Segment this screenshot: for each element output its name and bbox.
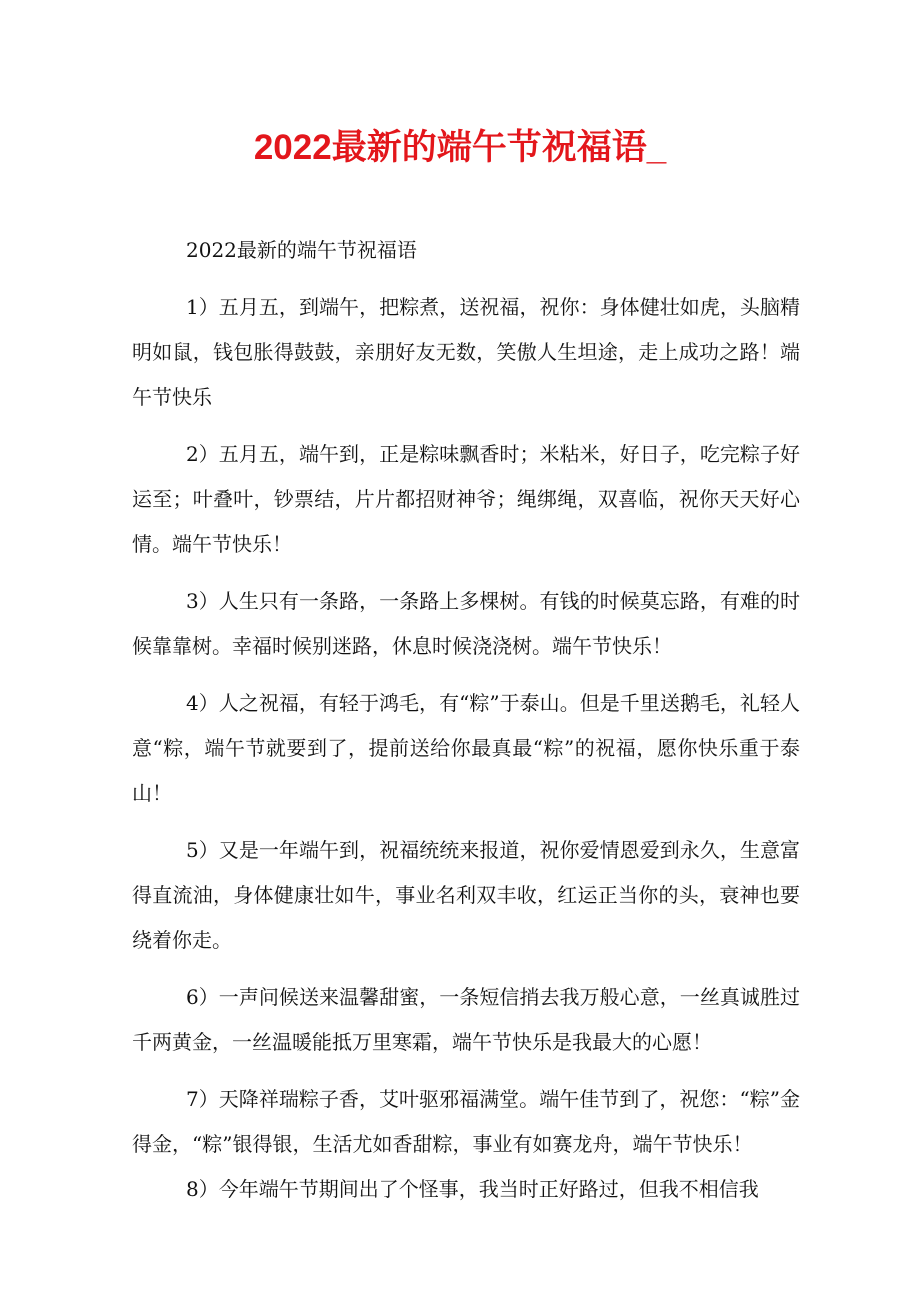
document-body <box>132 228 800 1212</box>
blessing-paragraph-5: 5）又是一年端午到，祝福统统来报道，祝你爱情恩爱到永久，生意富得直流油，身体健康壮如牛，事业名利双丰收，红运正当你的头，衰神也要绕着你走。 <box>132 838 800 952</box>
blessing-paragraph-4: 4）人之祝福，有轻于鸿毛，有“粽”于泰山。但是千里送鹅毛，礼轻人意“粽，端午节就要到了，提前送给你最真最“粽”的祝福，愿你快乐重于泰山！ <box>132 691 800 805</box>
blessing-paragraph-2: 2）五月五，端午到，正是粽味飘香时；米粘米，好日子，吃完粽子好运至；叶叠叶，钞票结，片片都招财神爷；绳绑绳，双喜临，祝你天天好心情。端午节快乐！ <box>132 442 800 556</box>
blessing-paragraph-7: 7）天降祥瑞粽子香，艾叶驱邪福满堂。端午佳节到了，祝您：“粽”金得金，“粽”银得银，生活尤如香甜粽，事业有如赛龙舟，端午节快乐！ <box>132 1087 800 1156</box>
blessing-paragraph-3: 3）人生只有一条路，一条路上多棵树。有钱的时候莫忘路，有难的时候靠靠树。幸福时候别迷路，休息时候浇浇树。端午节快乐！ <box>132 589 800 658</box>
blessing-paragraph-1: 1）五月五，到端午，把粽煮，送祝福，祝你：身体健壮如虎，头脑精明如鼠，钱包胀得鼓鼓，亲朋好友无数，笑傲人生坦途，走上成功之路！端午节快乐 <box>132 295 800 409</box>
page-title: 2022最新的端午节祝福语_ <box>253 128 667 167</box>
subtitle-paragraph: 2022最新的端午节祝福语 <box>186 238 417 262</box>
blessing-paragraph-6: 6）一声问候送来温馨甜蜜，一条短信捎去我万般心意，一丝真诚胜过千两黄金，一丝温暖能抵万里寒霜，端午节快乐是我最大的心愿！ <box>132 985 800 1054</box>
blessing-paragraph-8: 8）今年端午节期间出了个怪事，我当时正好路过，但我不相信我 <box>186 1177 759 1201</box>
